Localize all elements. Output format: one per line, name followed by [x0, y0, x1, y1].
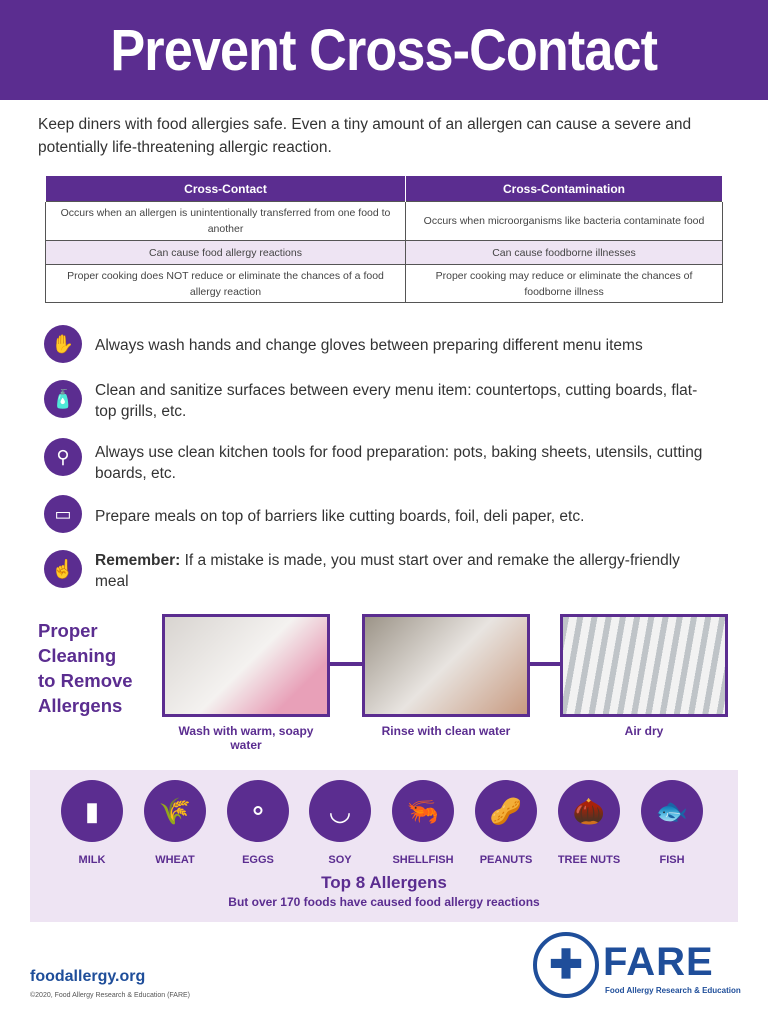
step-caption: Wash with warm, soapy water — [178, 724, 314, 752]
intro-text: Keep diners with food allergies safe. Even a tiny amount of an allergen can cause a severe and potentially life-threatening allergic reaction. — [38, 116, 692, 156]
step-caption: Rinse with clean water — [381, 724, 511, 738]
air-dry-photo — [560, 614, 728, 717]
table-row — [46, 265, 723, 303]
allergen-label: TREE NUTS — [557, 854, 621, 866]
soy-pod-icon: ◡ — [309, 780, 371, 842]
rinse-photo — [362, 614, 530, 717]
spatula-icon: ⚲ — [44, 438, 82, 476]
connector-line — [530, 662, 560, 666]
table-header: Cross-Contact — [46, 176, 406, 202]
allergen-soy — [300, 780, 380, 866]
milk-carton-icon: ▮ — [61, 780, 123, 842]
cross-seal-icon: ✚ — [533, 932, 599, 998]
peanut-icon: 🥜 — [475, 780, 537, 842]
table-cell: Proper cooking may reduce or eliminate the chances of foodborne illness — [406, 265, 723, 303]
cutting-board-icon: ▭ — [44, 495, 82, 533]
tip-text: Prepare meals on top of barriers like cutting boards, foil, deli paper, etc. — [95, 508, 585, 525]
allergen-label: FISH — [659, 854, 685, 866]
allergen-label: SHELLFISH — [392, 854, 454, 866]
fish-icon: 🐟 — [641, 780, 703, 842]
allergens-title: Top 8 Allergens — [321, 873, 447, 892]
allergen-label: SOY — [328, 854, 352, 866]
wheat-icon: 🌾 — [144, 780, 206, 842]
allergen-shellfish — [383, 780, 463, 866]
table-row — [46, 202, 723, 241]
tip-text — [95, 550, 715, 592]
table-cell: Proper cooking does NOT reduce or eliminate the chances of a food allergy reaction — [46, 265, 406, 303]
allergen-milk — [52, 780, 132, 866]
table-header: Cross-Contamination — [406, 176, 723, 202]
spray-bottle-icon: 🧴 — [44, 380, 82, 418]
tip-item — [44, 495, 744, 533]
allergens-subtitle: But over 170 foods have caused food allergy reactions — [228, 895, 540, 909]
logo-word: FARE — [603, 940, 714, 984]
hand-wash-icon: ✋ — [44, 325, 82, 363]
step-caption: Air dry — [624, 724, 664, 738]
allergen-label: EGGS — [242, 854, 274, 866]
copyright: ©2020, Food Allergy Research & Education (FARE) — [30, 992, 191, 999]
tip-item — [44, 380, 744, 422]
table-cell: Occurs when microorganisms like bacteria contaminate food — [406, 202, 723, 241]
allergen-fish — [632, 780, 712, 866]
allergen-eggs — [218, 780, 298, 866]
shrimp-icon: 🦐 — [392, 780, 454, 842]
allergens-caption — [30, 873, 738, 909]
remember-text: If a mistake is made, you must start over and remake the allergy-friendly meal — [95, 552, 680, 590]
page-title: Prevent Cross-Contact — [110, 17, 658, 83]
cleaning-title: Proper Cleaning to Remove Allergens — [38, 620, 133, 716]
logo-subtitle: Food Allergy Research & Education — [605, 986, 741, 995]
finger-reminder-icon: ☝ — [44, 550, 82, 588]
table-cell: Occurs when an allergen is unintentionally transferred from one food to another — [46, 202, 406, 241]
table-cell: Can cause foodborne illnesses — [406, 241, 723, 265]
website-link[interactable]: foodallergy.org — [30, 968, 146, 985]
header-banner — [0, 0, 768, 100]
tip-text: Always use clean kitchen tools for food preparation: pots, baking sheets, utensils, cutting boards, etc. — [95, 444, 703, 482]
allergen-peanuts — [466, 780, 546, 866]
tip-item — [44, 325, 744, 363]
table-cell: Can cause food allergy reactions — [46, 241, 406, 265]
table-row — [46, 241, 723, 265]
connector-line — [330, 662, 362, 666]
tip-text: Always wash hands and change gloves between preparing different menu items — [95, 337, 643, 354]
allergen-tree-nuts — [549, 780, 629, 866]
comparison-table — [45, 175, 723, 303]
tip-item — [44, 550, 744, 592]
remember-label: Remember: — [95, 552, 181, 569]
allergen-label: WHEAT — [155, 854, 195, 866]
nut-icon: 🌰 — [558, 780, 620, 842]
wash-photo — [162, 614, 330, 717]
allergen-wheat — [135, 780, 215, 866]
allergen-label: MILK — [78, 854, 106, 866]
tip-item — [44, 438, 744, 484]
tip-text: Clean and sanitize surfaces between every menu item: countertops, cutting boards, flat-top grills, etc. — [95, 382, 698, 420]
egg-carton-icon: ⚬ — [227, 780, 289, 842]
allergen-label: PEANUTS — [479, 854, 533, 866]
fare-logo — [533, 932, 743, 1002]
